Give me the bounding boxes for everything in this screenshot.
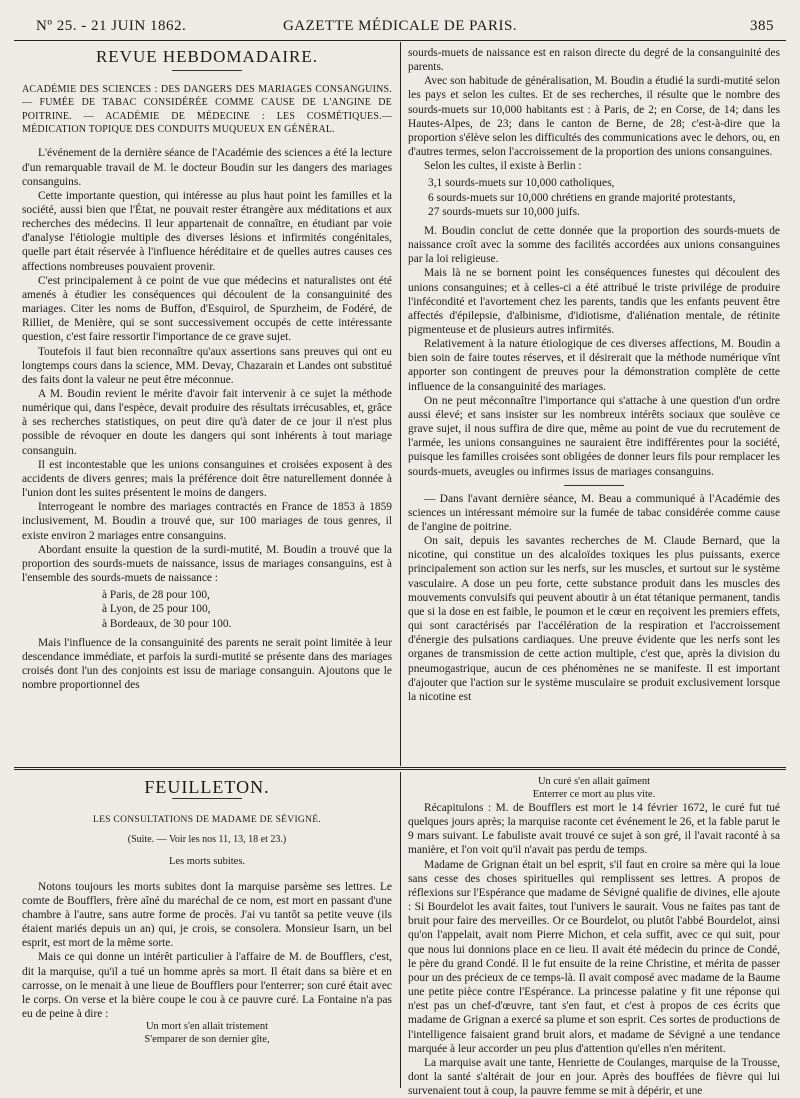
- paragraph: A M. Boudin revient le mérite d'avoir fait intervenir à ce sujet la méthode numérique qui, dans l'espèce, devait produire des résultats irrécusables, et, grâce à ses recherches statistiques, on peut dire qu'à dater de ce jour il n'est plus possible de révoquer en doute les dangers qui sont inhérents à tout mariage consanguin.: [22, 388, 392, 457]
- paragraph: On sait, depuis les savantes recherches de M. Claude Bernard, que la nicotine, qui constitue un des alcaloïdes toxiques les plus puissants, exerce principalement son action sur les nerfs, sur les muscles, et surtout sur le système vasculaire. A dose un peu forte, cette substance produit dans les muscles des mouvements convulsifs qui peuvent aboutir à un état tétanique permanent, tandis que si la dose en est faible, le poumon et le cœur en reçoivent les premiers effets, qui sont caractérisés par l'accélération de la respiration et l'accroissement d'énergie des pulsations cardiaques. Une preuve évidente que les nerfs sont les organes de transmission de cette action multiple, c'est que, après la division du pneumogastrique, aucun de ces phénomènes ne se manifeste. Il est important d'ajouter que l'action sur le système musculaire se produit exclusivement lorsque la nicotine est: [408, 535, 780, 703]
- revue-title: REVUE HEBDOMADAIRE.: [95, 47, 319, 66]
- culte-item: 3,1 sourds-muets sur 10,000 catholiques,: [428, 177, 615, 190]
- culte-item: 6 sourds-muets sur 10,000 chrétiens en grande majorité protestants,: [428, 191, 736, 204]
- paragraph: Toutefois il faut bien reconnaître qu'aux assertions sans preuves qui ont eu longtemps cours dans la science, MM. Devay, Chazarain et Landes ont substitué des faits dont la valeur ne peut être méconnue.: [22, 345, 392, 386]
- paragraph: Mais ce qui donne un intérêt particulier à l'affaire de M. de Boufflers, c'est, dit la marquise, qu'il a tué un homme après sa mort. Il était dans sa bière et en carrosse, on le menait à une lieue de Boufflers pour l'enterrer; son curé était avec le corps. On verse et la bière coupe le cou à ce pauvre curé. La Fontaine n'a pas eu de peine à dire :: [22, 951, 392, 1021]
- verse-line: Un mort s'en allait tristement: [145, 1021, 269, 1033]
- feuilleton-subtitle: LES CONSULTATIONS DE MADAME DE SÉVIGNÉ.: [92, 815, 322, 826]
- revue-summary: ACADÉMIE DES SCIENCES : DES DANGERS DES MARIAGES CONSANGUINS. — FUMÉE DE TABAC CONSIDÉRÉE COMME CAUSE DE L'ANGINE DE POITRINE. — ACADÉMIE DE MÉDECINE : LES COSMÉTIQUES.—MÉDICATION TOPIQUE DES CONDUITS MUQUEUX EN GÉNÉRAL.: [22, 84, 392, 136]
- paragraph: Avec son habitude de généralisation, M. Boudin a étudié la surdi-mutité selon les pays et selon les cultes. Et de ses recherches, il résulte que le nombre des sourds-muets sur 10,000 habitants est : à Paris, de 2; en Corse, de 14; dans les Hautes-Alpes, de 23; dans le canton de Berne, de 28; c'est-à-dire que la proportion s'élève selon les difficultés des communications avec le dehors, ou, en d'autres termes, selon l'accroissement de la proportion des unions consanguines.: [408, 75, 780, 159]
- feuilleton-title-underline: [172, 798, 242, 799]
- paragraph: — Dans l'avant dernière séance, M. Beau a communiqué à l'Académie des sciences un intéressant mémoire sur la fumée de tabac considérée comme cause de l'angine de poitrine.: [408, 492, 780, 533]
- culte-item: 27 sourds-muets sur 10,000 juifs.: [428, 205, 580, 218]
- section-separator: [564, 485, 624, 486]
- paragraph: Relativement à la nature étiologique de ces diverses affections, M. Boudin a bien soin de faire toutes réserves, et il désirerait que la méthode numérique vînt apporter son contingent de preuves pour la démonstration complète de cette influence de la consanguinité des mariages.: [408, 338, 780, 393]
- feuilleton-suite-note: (Suite. — Voir les nos 11, 13, 18 et 23.): [127, 834, 287, 846]
- paragraph-continuation: sourds-muets de naissance est en raison directe du degré de la consanguinité des parents.: [408, 47, 780, 74]
- revue-right-column: [408, 46, 780, 764]
- paragraph: Selon les cultes, il existe à Berlin :: [424, 160, 582, 173]
- feuilleton-title: FEUILLETON.: [144, 777, 270, 797]
- section-heading: Les morts subites.: [168, 856, 246, 868]
- paragraph: Cette importante question, qui intéresse au plus haut point les familles et la société, aussi bien que l'État, ne pouvait rester étrangère aux méditations et aux recherches des médecins. Il leur appartenait de connaître, en étudiant par voie d'analyse l'étiologie multiple des diverses lésions et infirmités congénitales, quelle part était réservée à l'influence héréditaire et de quelles autres causes ces affections nombreuses pouvaient provenir.: [22, 189, 392, 273]
- feuilleton-right-column: [408, 776, 780, 1098]
- paragraph: Interrogeant le nombre des mariages contractés en France de 1853 à 1859 inclusivement, M. Boudin a trouvé que, sur 100 mariages de tous genres, il existe environ 2 mariages entre consanguins.: [22, 501, 392, 542]
- paragraph: Abordant ensuite la question de la surdi-mutité, M. Boudin a trouvé que la proportion des sourds-muets de naissance, issus de mariages consanguins, est à l'ensemble des sourds-muets de naissance :: [22, 543, 392, 585]
- paragraph: C'est principalement à ce point de vue que médecins et naturalistes ont été amenés à étudier les conséquences qui découlent de la consanguinité des mariages. Citer les noms de Buffon, d'Esquirol, de Spurzheim, de Fodéré, de Rilliet, de Menière, qui se sont successivement occupés de cette intéressante question, c'est faire ressortir l'importance de ce grave sujet.: [22, 274, 392, 344]
- paragraph: Mais l'influence de la consanguinité des parents ne serait point limitée à leur descendance immédiate, et parfois la surdi-mutité se présente dans des mariages croisés dont l'un des conjoints est issu de mariage consanguin. Ajoutons que le nombre proportionnel des: [22, 636, 392, 692]
- paragraph: M. Boudin conclut de cette donnée que la proportion des sourds-muets de naissance croît avec la somme des facilités accordées aux unions consanguines par la loi religieuse.: [408, 224, 780, 266]
- column-divider-bottom: [400, 772, 401, 1088]
- feuilleton-left-column: [22, 777, 392, 1086]
- city-item: à Paris, de 28 pour 100,: [102, 589, 210, 602]
- revue-left-column: [22, 47, 392, 764]
- paragraph: On ne peut méconnaître l'importance qui s'attache à une question d'un ordre aussi élevé; et sans insister sur les nombreux intérêts sociaux que soulève ce grave sujet, il nous suffira de dire que, même au point de vue du recrutement de l'armée, les unions consanguines ne sauraient être indifférentes pour la société, puisque les familles croisées sont obligées de donner leurs fils pour remplacer les sourds-muets, aveugles ou infirmes issus de mariages consanguins.: [408, 394, 780, 478]
- paragraph: Récapitulons : M. de Boufflers est mort le 14 février 1672, le curé fut tué quelques jours après; la marquise raconte cet événement le 26, et la fable parut le 9 mars suivant. Le fabuliste avait trouvé ce sujet à son gré, il l'avait raconté à sa manière, et l'on voit qu'il n'avait pas perdu de temps.: [408, 802, 780, 857]
- issue-date: Nº 25. - 21 JUIN 1862.: [36, 18, 187, 34]
- city-item: à Bordeaux, de 30 pour 100.: [102, 617, 232, 630]
- feuilleton-rule: [14, 767, 786, 770]
- paragraph: La marquise avait une tante, Henriette de Coulanges, marquise de la Trousse, dont la santé s'altérait de jour en jour. Après des bouffées de fièvre qui lui survenaient tout à coup, la pauvre femme se mit à dépérir, et une: [408, 1056, 780, 1098]
- column-divider-top: [400, 42, 401, 766]
- city-item: à Lyon, de 25 pour 100,: [102, 603, 211, 616]
- paragraph: Mais là ne se bornent point les conséquences funestes qui découlent des unions consanguines; et à celles-ci a été attribué le triste privilége de produire l'infécondité et l'avortement chez les parents, tandis que les enfants peuvent être affectés d'épilepsie, d'albinisme, d'idiotisme, d'aliénation mentale, de rétinite pigmenteuse et de plusieurs autres infirmités.: [408, 267, 780, 336]
- page-number: 385: [750, 18, 774, 34]
- paragraph: Notons toujours les morts subites dont la marquise parsème ses lettres. Le comte de Boufflers, frère aîné du maréchal de ce nom, est mort en passant d'une chambre à l'autre, sans autre forme de procès. J'ai vu tantôt sa petite veuve (ils étaient mariés depuis un an) qui, je crois, se consolera. Monsieur Isarn, un bel esprit, est mort de la même sorte.: [22, 880, 392, 950]
- verse-line: S'emparer de son dernier gîte,: [144, 1033, 270, 1045]
- page-header: [14, 16, 786, 38]
- cultes-list: [408, 176, 780, 218]
- paragraph: Il est incontestable que les unions consanguines et croisées exposent à des accidents de divers genres; mais la préférence doit être naturellement donnée à l'union dont les suites présentent le moins de dangers.: [22, 458, 392, 500]
- title-underline: [172, 70, 242, 71]
- header-rule: [14, 40, 786, 41]
- cities-list: [22, 588, 392, 630]
- verse-line: Un curé s'en allait gaîment: [537, 776, 651, 787]
- journal-title: GAZETTE MÉDICALE DE PARIS.: [282, 18, 518, 34]
- paragraph: L'événement de la dernière séance de l'Académie des sciences a été la lecture d'un remarquable travail de M. le docteur Boudin sur les dangers des mariages consanguins.: [22, 147, 392, 188]
- verse-line: Enterrer ce mort au plus vite.: [532, 788, 656, 800]
- paragraph: Madame de Grignan était un bel esprit, s'il faut en croire sa mère qui la loue sans cesse des choses spirituelles qui remplissent ses lettres. A propos de réflexions sur l'Espérance que madame de Sévigné qualifie de divines, elle ajoute : Si Bourdelot les avait faites, tout l'univers le saurait. Vous ne faites pas tant de bruit pour faire des merveilles. Or ce Bourdelot, ou plutôt l'abbé Bourdelot, ainsi qu'on l'appelait, avait nom Pierre Michon, et cela suffit, avec ce qui suit, pour que nous lui donnions place en ce lieu. Il avait été médecin du prince de Condé, le père du grand Condé. Il le fut ensuite de la reine Christine, et mérita de passer pour un des précieux de ce temps-là. Il avait composé avec madame de la Baume une petite pièce contre l'Espérance. La princesse palatine y fit une réponse qui n'est pas un chef-d'œuvre, tant s'en faut, et c'est à propos de ces écrits que madame de Grignan a exercé sa plume et son esprit. Ces sortes de productions de l'intelligence faisaient grand bruit alors, et madame de Sévigné a une tendance marquée à leur accorder un peu plus d'attention qu'elles n'en méritent.: [408, 858, 780, 1055]
